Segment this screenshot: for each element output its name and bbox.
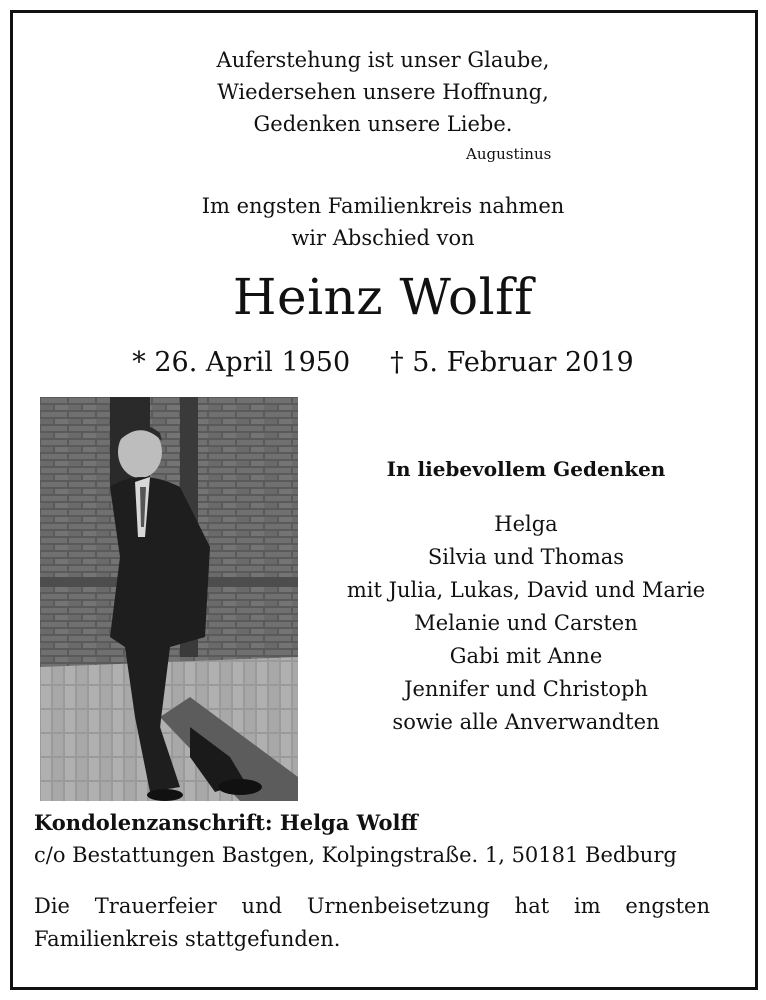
- quote-line: Auferstehung ist unser Glaube,: [216, 48, 550, 72]
- mourner-line: sowie alle Anverwandten: [392, 710, 660, 734]
- mourner-line: Helga: [494, 512, 558, 536]
- quote-block: [0, 44, 766, 140]
- deceased-name: Heinz Wolff: [232, 268, 534, 326]
- mourner-line: mit Julia, Lukas, David und Marie: [346, 578, 706, 602]
- intro-line: wir Abschied von: [291, 226, 475, 250]
- quote-line: Gedenken unsere Liebe.: [253, 112, 513, 136]
- intro-line: Im engsten Familienkreis nahmen: [201, 194, 565, 218]
- condolence-address: c/o Bestattungen Bastgen, Kolpingstraße. 1, 50181 Bedburg: [34, 843, 677, 867]
- life-dates: [0, 347, 766, 378]
- death-date: † 5. Februar 2019: [390, 347, 634, 378]
- ceremony-note: Die Trauerfeier und Urnenbeisetzung hat im engsten Familienkreis stattgefunden.: [34, 894, 710, 951]
- intro-block: [0, 190, 766, 254]
- mourner-line: Melanie und Carsten: [414, 611, 638, 635]
- mourner-line: Gabi mit Anne: [449, 644, 603, 668]
- portrait-photo: [40, 397, 298, 801]
- mourner-line: Jennifer und Christoph: [404, 677, 648, 701]
- condolence-title: Kondolenzanschrift: Helga Wolff: [34, 810, 418, 835]
- quote-author: Augustinus: [466, 145, 552, 163]
- quote-line: Wiedersehen unsere Hoffnung,: [217, 80, 549, 104]
- mourner-line: Silvia und Thomas: [427, 545, 625, 569]
- mourners-list: [330, 508, 722, 739]
- birth-date: * 26. April 1950: [132, 347, 351, 378]
- remembrance-heading: In liebevollem Gedenken: [386, 457, 666, 481]
